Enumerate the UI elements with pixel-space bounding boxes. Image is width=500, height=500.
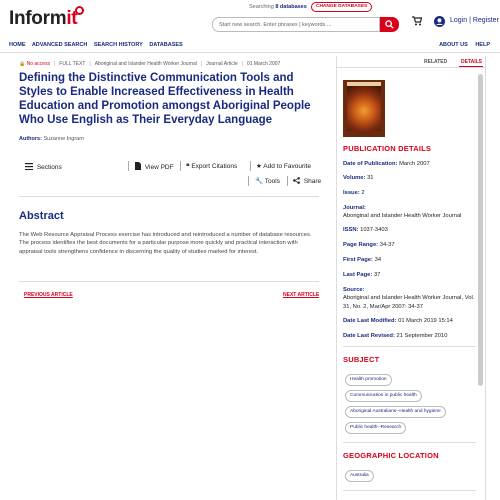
- detail-date-last-revised: [343, 332, 481, 340]
- publication-details-heading: PUBLICATION DETAILS: [343, 144, 432, 153]
- detail-label: Source:: [343, 287, 365, 293]
- tool-separator: [128, 161, 129, 171]
- nav-help[interactable]: HELP: [475, 42, 490, 48]
- change-databases-button[interactable]: CHANGE DATABASES: [311, 2, 372, 12]
- previous-article-link[interactable]: PREVIOUS ARTICLE: [24, 292, 73, 298]
- add-to-favourite-button[interactable]: [256, 162, 311, 170]
- search-input[interactable]: Start new search. Enter phrases | keywords ...: [212, 17, 380, 32]
- subject-tag[interactable]: Aboriginal Australians--Health and hygiene: [345, 406, 446, 418]
- detail-value: Aboriginal and Islander Health Worker Journal: [343, 213, 462, 220]
- detail-date-of-publication: [343, 160, 481, 168]
- logo-accent-text: it: [66, 8, 78, 29]
- meta-separator: |: [200, 61, 203, 67]
- tab-divider: [336, 67, 486, 68]
- detail-value: 31: [367, 175, 374, 181]
- detail-value: Aboriginal and Islander Health Worker Journal, Vol. 31, No. 2, Mar/Apr 2007: 34-37: [343, 295, 475, 310]
- user-icon[interactable]: [434, 16, 445, 27]
- star-icon: ★: [256, 163, 262, 170]
- search-button[interactable]: [380, 17, 399, 32]
- sections-button[interactable]: [25, 163, 62, 171]
- detail-date-last-modified: [343, 317, 481, 325]
- cart-icon[interactable]: [412, 16, 422, 26]
- detail-label: Last Page:: [343, 272, 373, 278]
- cover-artwork: [347, 86, 381, 131]
- journal-name[interactable]: Aboriginal and Islander Health Worker Journal: [94, 61, 197, 67]
- share-icon: [293, 177, 300, 184]
- tool-separator: [248, 176, 249, 186]
- informit-logo[interactable]: [9, 8, 77, 30]
- login-register-link[interactable]: Login | Register: [450, 17, 499, 24]
- detail-value: 34: [374, 257, 382, 263]
- favourite-label: Add to Favourite: [263, 163, 311, 170]
- detail-value: 1037-3403: [360, 227, 388, 233]
- panel-divider: [343, 442, 476, 443]
- quote-icon: ❝: [186, 163, 190, 170]
- content-divider: [19, 196, 319, 197]
- detail-issue: [343, 189, 481, 197]
- export-citations-label: Export Citations: [191, 163, 238, 170]
- tools-button[interactable]: [255, 177, 280, 185]
- panel-divider: [343, 346, 476, 347]
- subject-tag[interactable]: Communication in public health: [345, 390, 422, 402]
- tool-separator: [287, 176, 288, 186]
- panel-divider: [343, 490, 476, 491]
- searching-status: [249, 4, 307, 10]
- detail-page-range: [343, 241, 481, 249]
- logo-text: Inform: [9, 8, 67, 29]
- detail-label: Date Last Modified:: [343, 318, 397, 324]
- detail-label: First Page:: [343, 257, 373, 263]
- share-label: Share: [303, 178, 322, 185]
- author-name[interactable]: Suzanne Ingram: [43, 136, 84, 142]
- databases-count: 8 databases: [275, 4, 307, 10]
- next-article-link[interactable]: NEXT ARTICLE: [283, 292, 320, 298]
- detail-value: March 2007: [399, 161, 430, 167]
- nav-home[interactable]: HOME: [9, 42, 26, 48]
- nav-databases[interactable]: DATABASES: [149, 42, 183, 48]
- tool-separator: [180, 161, 181, 171]
- detail-first-page: [343, 256, 481, 264]
- share-button[interactable]: [293, 177, 321, 185]
- export-citations-button[interactable]: [186, 162, 237, 170]
- detail-journal: [343, 204, 481, 221]
- geo-tag[interactable]: Australia: [345, 470, 374, 482]
- no-access-badge: 🔒 No access: [19, 61, 50, 67]
- tab-related[interactable]: RELATED: [424, 59, 448, 65]
- view-pdf-button[interactable]: [135, 162, 174, 171]
- detail-value: 2: [361, 190, 365, 196]
- tool-separator: [250, 161, 251, 171]
- detail-label: Page Range:: [343, 242, 379, 248]
- logo-dot-icon: [75, 6, 84, 15]
- top-nav: [9, 42, 188, 48]
- meta-separator: |: [241, 61, 243, 67]
- searching-label: Searching: [249, 4, 274, 10]
- authors-label: Authors:: [19, 136, 42, 142]
- detail-label: Volume:: [343, 175, 366, 181]
- view-pdf-label: View PDF: [144, 164, 174, 171]
- nav-advanced-search[interactable]: ADVANCED SEARCH: [31, 42, 88, 48]
- article-date: 01 March 2007: [246, 61, 281, 67]
- detail-last-page: [343, 271, 481, 279]
- content-divider: [19, 281, 319, 282]
- subject-heading: SUBJECT: [343, 355, 380, 364]
- journal-cover-image: [343, 80, 385, 137]
- tab-details[interactable]: DETAILS: [461, 59, 483, 65]
- subject-tag[interactable]: Public health--Research: [345, 422, 406, 434]
- top-nav-right: [433, 42, 490, 48]
- article-title: Defining the Distinctive Communication Tools and Styles to Enable Increased Effectiveness in Health Education and Promotion amongst Aboriginal People Who Use English as Their Everyday Language: [19, 72, 311, 126]
- detail-label: Journal:: [343, 205, 366, 211]
- header-divider: [0, 52, 500, 53]
- detail-value: 01 March 2019 15:14: [398, 318, 453, 324]
- detail-label: Date Last Revised:: [343, 333, 395, 339]
- meta-separator: |: [89, 61, 91, 67]
- detail-label: ISSN:: [343, 227, 359, 233]
- authors: [19, 136, 84, 142]
- list-icon: [25, 163, 33, 170]
- detail-source: [343, 286, 481, 311]
- nav-about-us[interactable]: ABOUT US: [439, 42, 468, 48]
- abstract-heading: Abstract: [19, 210, 64, 222]
- abstract-text: The Web Resource Appraisal Process exercise has introduced and reintroduced a number of database resources. The process identifies the best documents for a particular purpose more quickly and practical interaction with appraisal tools strengthens confidence in discerning the quality of studies marked for interest.: [19, 232, 312, 255]
- tools-label: Tools: [264, 178, 280, 185]
- document-icon: [135, 162, 141, 170]
- meta-separator: |: [53, 61, 56, 67]
- sections-label: Sections: [36, 164, 62, 171]
- article-meta: [19, 61, 280, 67]
- detail-issn: [343, 226, 481, 234]
- detail-label: Date of Publication:: [343, 161, 398, 167]
- detail-volume: [343, 174, 481, 182]
- search-icon: [385, 20, 394, 29]
- access-status: No access: [26, 61, 50, 67]
- wrench-icon: 🔧: [255, 178, 264, 185]
- article-type: Journal Article: [206, 61, 238, 67]
- geographic-location-heading: GEOGRAPHIC LOCATION: [343, 451, 439, 460]
- detail-value: 34-37: [379, 242, 395, 248]
- full-text-label: FULL TEXT: [59, 61, 86, 67]
- nav-search-history[interactable]: SEARCH HISTORY: [93, 42, 143, 48]
- detail-value: 21 September 2010: [396, 333, 448, 339]
- detail-value: 37: [373, 272, 381, 278]
- detail-label: Issue:: [343, 190, 360, 196]
- subject-tag[interactable]: Health promotion: [345, 374, 392, 386]
